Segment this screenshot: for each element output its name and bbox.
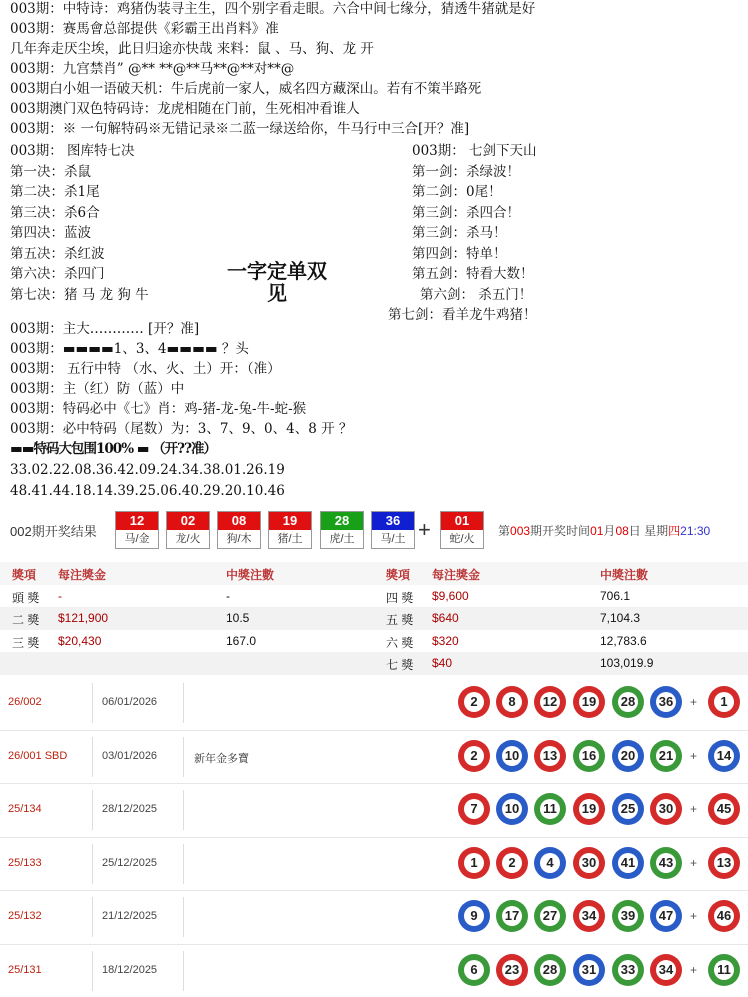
draw-ball [650,686,682,718]
draw-ball [573,686,605,718]
draw-ball [612,847,644,879]
special-ball [708,740,740,772]
prize-cell: 二 獎 [12,613,40,627]
draw-ball [496,900,528,932]
draw-ball [650,954,682,986]
draw-history-list [0,677,748,997]
prize-cell: $320 [432,633,459,648]
plus-sign: + [690,962,698,977]
ball-number: 1 [714,692,734,712]
prize-cell: 頭 獎 [12,590,40,605]
ball-number: 16 [579,746,599,766]
plus-sign: + [690,802,698,816]
draw-ball [496,740,528,772]
ball-number: 27 [540,906,560,926]
sword-item: 第二剑：0尾！ [412,184,502,200]
rule-item: 第二决：杀1尾 [10,184,100,200]
header-cell: 每注獎金 [58,568,107,582]
plus-sign: + [690,909,698,923]
ball-number: 13 [714,853,734,873]
draw-ball [612,686,644,718]
next-weekday: 四 [668,524,681,538]
header-cell: 中獎注數 [600,568,649,582]
ball-zodiac: 马/土 [380,533,406,545]
draw-ball [650,847,682,879]
text-line: 003期澳门双色特码诗：龙虎相随在门前，生死相冲看谁人 [10,101,360,117]
prize-row [0,630,748,653]
sword-item: 第一剑：杀绿波！ [412,163,520,180]
draw-ball [650,793,682,825]
ball-number: 11 [714,960,734,980]
prize-row [0,607,748,630]
ball-number: 2 [464,746,484,766]
ball-number: 20 [618,746,638,766]
ball-number: 12 [540,692,560,712]
draw-ball [534,847,566,879]
ball-number: 36 [372,512,414,530]
ball-number: 30 [656,799,676,819]
draw-row [0,677,748,731]
text-line: 003期白小姐一语破天机：牛后虎前一家人，威名四方藏深山。若有不策半路死 [10,81,482,97]
divider [183,683,184,723]
sword-item: 第三剑：杀马！ [412,225,507,241]
draw-date: 21/12/2025 [102,910,158,922]
ball-number: 34 [656,960,676,980]
divider [92,790,93,830]
draw-ball [534,740,566,772]
result-ball [268,511,312,549]
next-text: 日 星期 [628,524,669,538]
draw-ball [612,900,644,932]
ball-number: 19 [579,692,599,712]
prize-row [0,585,748,608]
text-line: 几年奔走厌尘埃，此日归途亦快哉 来料：鼠 、马、狗、龙 开 [10,41,374,57]
rule-item: 第六决：杀四门 [10,266,105,282]
result-ball [217,511,261,549]
draw-ball [496,954,528,986]
draw-row [0,731,748,785]
number-list: 33.02.22.08.36.42.09.24.34.38.01.26.19 [10,462,285,478]
draw-issue[interactable]: 26/001 SBD [8,749,68,762]
draw-ball [534,954,566,986]
ball-number: 12 [116,512,158,530]
ball-zodiac: 狗/木 [226,533,252,545]
draw-result-bar [0,505,748,555]
header-cell: 獎項 [386,568,411,582]
draw-ball [458,793,490,825]
text-line: 003期：※ 一句解特码※无错记录※二蓝一绿送给你，牛马行中三合[开？准] [10,121,470,137]
next-time: 21:30 [680,524,711,538]
seven-swords-title: 003期： 七剑下天山 [412,143,537,159]
ball-zodiac: 马/金 [124,533,150,545]
draw-ball [534,900,566,932]
draw-ball [573,847,605,879]
prize-header-row [0,562,748,585]
result-label: 002期开奖结果 [10,524,97,539]
ball-number: 4 [540,853,560,873]
ball-zodiac: 猪/土 [277,533,303,545]
draw-date: 03/01/2026 [102,749,158,762]
ball-number: 28 [540,960,560,980]
ball-zodiac: 蛇/火 [449,533,475,545]
text-line: 003期： 五行中特 （水、火、土）开：（准） [10,361,281,377]
draw-date: 25/12/2025 [102,856,158,869]
result-ball [371,511,415,549]
prize-cell: 167.0 [226,633,257,648]
draw-ball [458,900,490,932]
ball-number: 34 [579,906,599,926]
ball-number: 19 [579,799,599,819]
draw-ball [612,740,644,772]
ball-number: 8 [502,692,522,712]
divider [92,683,93,723]
ball-number: 28 [321,512,363,530]
draw-ball [534,793,566,825]
ball-number: 6 [464,960,484,980]
result-ball [115,511,159,549]
ball-number: 30 [579,853,599,873]
odd-even-headline [218,260,336,304]
prize-cell: 七 獎 [386,658,414,672]
sword-item: 第四剑：特单！ [412,245,507,262]
ball-number: 10 [502,799,522,819]
divider [92,897,93,937]
ball-number: 17 [502,906,522,926]
draw-row [0,891,748,945]
ball-number: 45 [714,799,734,819]
rule-item: 第七决：猪 马 龙 狗 牛 [10,286,149,303]
draw-issue[interactable]: 25/131 [8,963,42,976]
ball-number: 43 [656,853,676,873]
ball-number: 08 [218,512,260,530]
draw-date: 06/01/2026 [102,696,158,708]
ball-number: 2 [502,853,522,873]
prize-cell: 103,019.9 [600,656,654,670]
ball-number: 01 [441,512,483,530]
prize-cell: - [226,588,230,603]
special-ball [708,847,740,879]
ball-number: 19 [269,512,311,530]
next-text: 月 [603,524,616,538]
divider [183,951,184,991]
divider [183,790,184,830]
ball-number: 1 [464,853,484,873]
text-line: ▬▬特码大包围100% ▬ （开??准） [10,441,216,457]
special-ball [708,793,740,825]
prize-cell: 六 獎 [386,635,414,650]
ball-number: 10 [502,746,522,766]
ball-number: 28 [618,692,638,712]
result-ball [166,511,210,549]
prize-table [0,562,748,675]
draw-ball [496,793,528,825]
ball-number: 31 [579,960,599,980]
text-line: 003期：必中特码（尾数）为：3、7、9、0、4、8 开 ？ [10,421,353,437]
prize-cell: 三 獎 [12,635,40,650]
ball-number: 41 [618,853,638,873]
header-cell: 中獎注數 [226,568,275,582]
seven-swords-list [388,141,537,326]
special-ball [708,900,740,932]
text-line: 003期：赛馬會总部提供《彩霸王出肖料》准 [10,21,279,37]
ball-number: 9 [464,906,484,926]
ball-number: 11 [540,799,560,819]
draw-ball [612,954,644,986]
plus-sign: + [690,748,698,763]
ball-number: 33 [618,960,638,980]
headline-line: 一字定单双 [227,259,327,283]
next-text: 期开奖时间 [530,524,591,538]
headline-line: 见 [267,281,287,305]
header-cell: 每注獎金 [432,568,481,582]
draw-ball [458,740,490,772]
draw-date: 18/12/2025 [102,963,158,976]
prize-cell: 五 獎 [386,613,414,627]
sword-item: 第三剑：杀四合！ [412,204,520,221]
prize-cell: - [58,588,62,603]
ball-number: 2 [464,692,484,712]
draw-issue[interactable]: 25/134 [8,803,42,815]
next-day: 08 [615,524,629,538]
seven-rules-list [10,141,149,305]
ball-number: 14 [714,746,734,766]
draw-ball [496,686,528,718]
text-line: 003期：九宫禁肖” @** **@**马**@**对**@ [10,61,295,77]
next-text: 第 [498,524,511,538]
draw-row [0,838,748,892]
draw-date: 28/12/2025 [102,803,158,815]
ball-number: 02 [167,512,209,530]
ball-number: 36 [656,692,676,712]
draw-ball [612,793,644,825]
special-ball [708,686,740,718]
divider [92,844,93,884]
draw-ball [573,793,605,825]
text-line: 003期：中特诗：鸡猪伪装寻主生，四个别字看走眼。六合中间七缘分，猜透牛猪就是好 [10,1,536,17]
plus-sign: + [690,695,698,709]
prize-cell: $9,600 [432,588,469,603]
ball-number: 23 [502,960,522,980]
divider [183,844,184,884]
ball-number: 7 [464,799,484,819]
draw-ball [458,847,490,879]
ball-number: 13 [540,746,560,766]
draw-row [0,945,748,997]
draw-ball [650,900,682,932]
draw-issue[interactable]: 25/132 [8,910,42,922]
plus-sign: + [418,517,431,542]
special-ball [708,954,740,986]
prize-cell: 12,783.6 [600,633,647,648]
prize-cell: $40 [432,656,453,670]
draw-ball [573,900,605,932]
draw-row [0,784,748,838]
divider [92,951,93,991]
ball-number: 47 [656,906,676,926]
prize-row [0,652,748,675]
ball-number: 25 [618,799,638,819]
seven-rules-title: 003期： 图库特七决 [10,143,135,159]
ball-number: 46 [714,906,734,926]
prize-cell: $20,430 [58,633,102,648]
draw-ball [534,686,566,718]
prize-cell: 7,104.3 [600,611,641,625]
prize-cell: $121,900 [58,611,109,625]
result-ball [320,511,364,549]
draw-issue[interactable]: 25/133 [8,856,42,869]
divider [183,897,184,937]
header-cell: 獎項 [12,568,37,582]
draw-ball [496,847,528,879]
plus-sign: + [690,855,698,870]
text-line: 003期：主大………… [开？准] [10,321,200,337]
next-month: 01 [590,524,604,538]
draw-ball [650,740,682,772]
text-line: 003期：特码必中《七》肖：鸡-猪-龙-兔-牛-蛇-猴 [10,401,307,417]
ball-number: 21 [656,746,676,766]
text-line: 003期：主（红）防（蓝）中 [10,381,185,397]
rule-item: 第三决：杀6合 [10,204,100,221]
sword-item: 第六剑： 杀五门！ [420,286,533,303]
divider [183,737,184,777]
divider [92,737,93,777]
draw-ball [458,954,490,986]
text-line: 003期：▬▬▬▬1、3、4▬▬▬▬ ？头 [10,341,249,357]
next-draw-time [498,522,710,539]
ball-number: 39 [618,906,638,926]
rule-item: 第四决：蓝波 [10,225,91,241]
draw-ball [573,954,605,986]
prize-cell: 706.1 [600,588,631,603]
draw-issue[interactable]: 26/002 [8,696,42,708]
draw-name: 新年金多寶 [194,752,249,765]
prize-cell: 10.5 [226,611,250,625]
number-list: 48.41.44.18.14.39.25.06.40.29.20.10.46 [10,483,285,499]
sword-item: 第七剑：看羊龙牛鸡猪！ [388,307,537,323]
rule-item: 第五决：杀红波 [10,245,105,262]
prize-cell: $640 [432,611,459,625]
draw-ball [458,686,490,718]
sword-item: 第五剑：特看大数！ [412,266,534,282]
rule-item: 第一决：杀鼠 [10,163,91,180]
next-issue: 003 [510,524,531,538]
special-ball [440,511,484,549]
ball-zodiac: 虎/土 [329,533,355,545]
draw-ball [573,740,605,772]
prize-cell: 四 獎 [386,590,414,605]
ball-zodiac: 龙/火 [175,533,201,545]
